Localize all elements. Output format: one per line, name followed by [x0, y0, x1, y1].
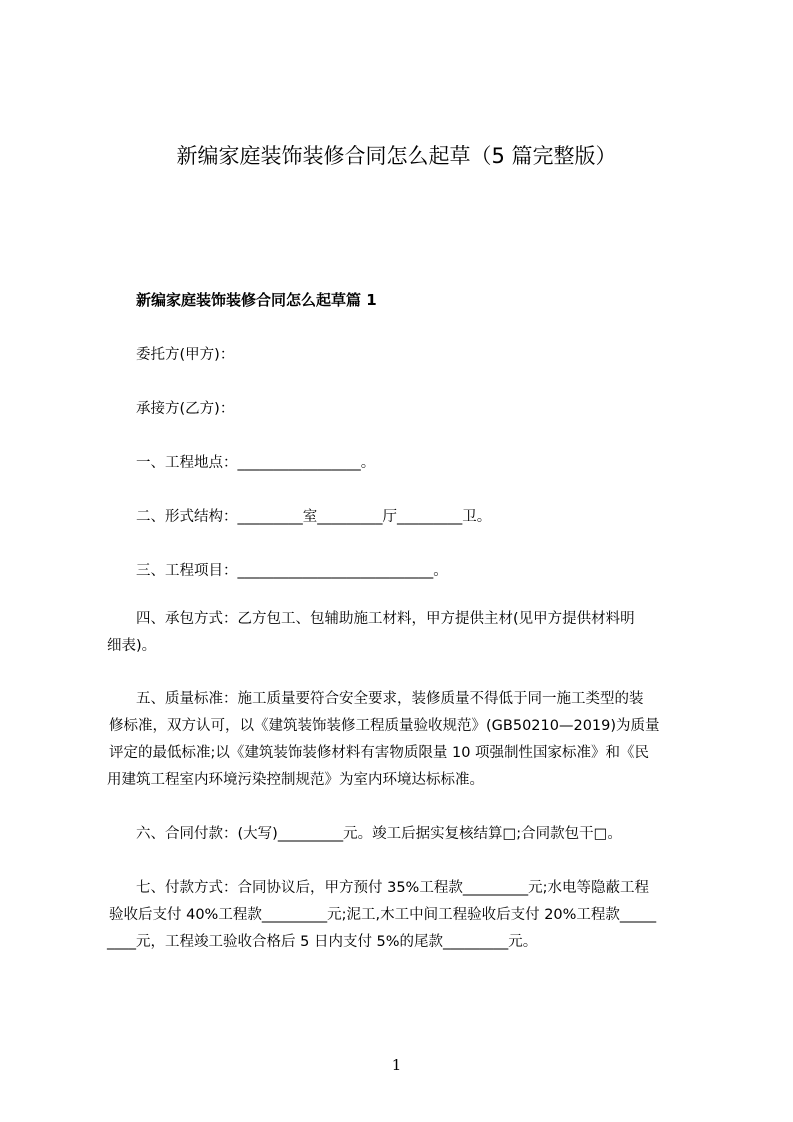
clause-7-line: 七、付款方式：合同协议后，甲方预付 35%工程款_________元;水电等隐蔽工程: [136, 880, 649, 896]
section-heading: 新编家庭装饰装修合同怎么起草篇 1: [136, 291, 377, 309]
clause-5-line: 修标准，双方认可，以《建筑装饰装修工程质量验收规范》(GB50210—2019)为质量: [109, 718, 660, 734]
clause-7-line: ____元，工程竣工验收合格后 5 日内支付 5%的尾款_________元。: [107, 934, 538, 950]
clause-5-line: 五、质量标准：施工质量要符合安全要求，装修质量不得低于同一施工类型的装: [136, 691, 644, 707]
page-number: 1: [391, 1056, 402, 1074]
clause-3-project: 三、工程项目：___________________________。: [136, 563, 448, 579]
clause-6-line: 六、合同付款：(大写)_________元。竣工后据实复核结算□;合同款包干□。: [136, 826, 622, 842]
clause-5-quality-standard: [107, 686, 703, 794]
clause-4-contract-mode: [107, 606, 703, 660]
party-b-line: 承接方(乙方)：: [136, 401, 235, 417]
clause-7-payment-method: [107, 875, 703, 956]
clause-4-line: 四、承包方式：乙方包工、包辅助施工材料，甲方提供主材(见甲方提供材料明: [136, 611, 635, 627]
page-title: 新编家庭装饰装修合同怎么起草（5 篇完整版）: [176, 144, 617, 168]
clause-5-line: 评定的最低标准;以《建筑装饰装修材料有害物质限量 10 项强制性国家标准》和《民: [109, 745, 650, 761]
party-a-line: 委托方(甲方)：: [136, 347, 235, 363]
clause-2-structure: 二、形式结构：_________室_________厅_________卫。: [136, 509, 492, 525]
clause-6-payment: [107, 821, 703, 848]
clause-5-line: 用建筑工程室内环境污染控制规范》为室内环境达标标准。: [107, 772, 484, 788]
clause-7-line: 验收后支付 40%工程款_________元;泥工,木工中间工程验收后支付 20%工程款_____: [109, 907, 657, 923]
clause-1-location: 一、工程地点：_________________。: [136, 455, 376, 471]
clause-4-line: 细表)。: [107, 638, 157, 654]
